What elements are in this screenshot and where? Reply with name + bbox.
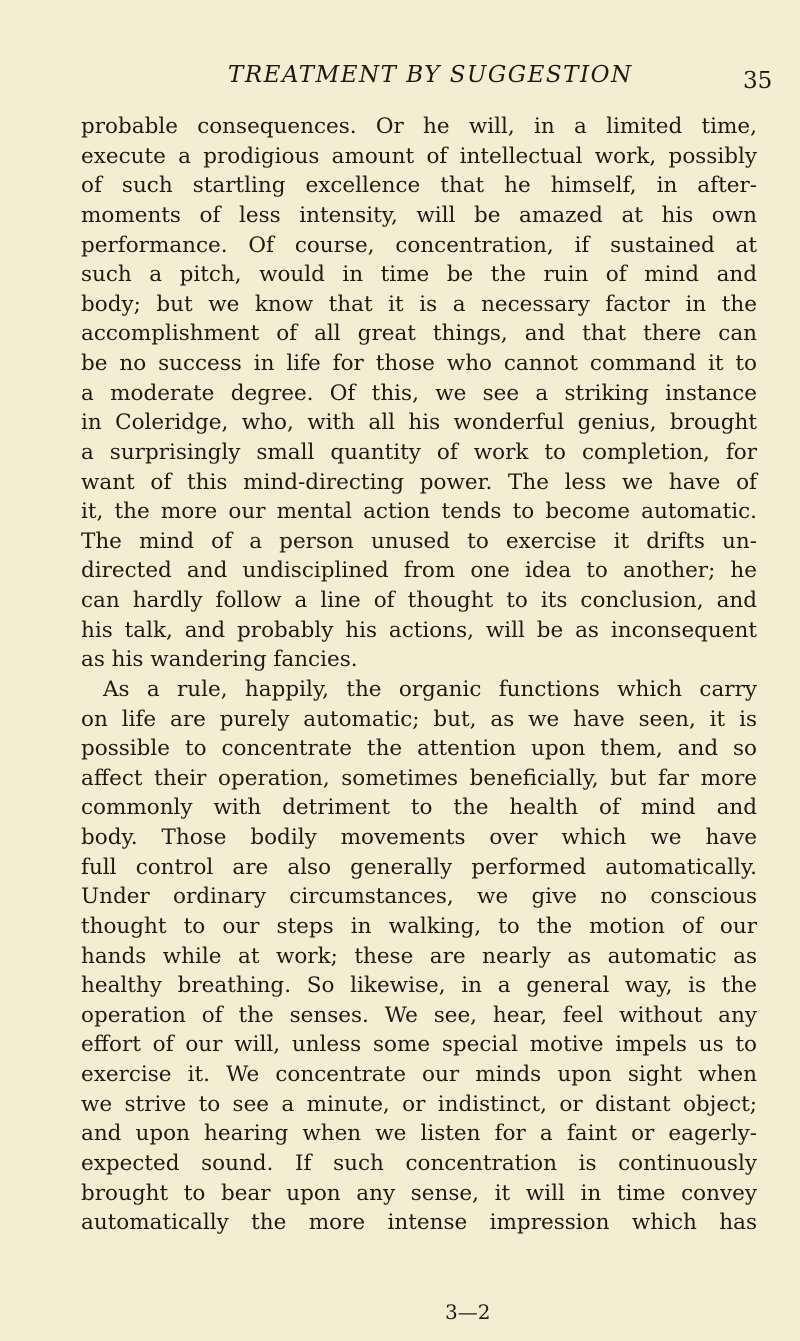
text-line: execute a prodigious amount of intellectual work, possibly bbox=[81, 143, 757, 169]
text-line: healthy breathing. So likewise, in a general way, is the bbox=[81, 973, 757, 999]
text-line: his talk, and probably his actions, will be as inconsequent bbox=[81, 617, 757, 643]
page-number: 35 bbox=[743, 68, 773, 94]
text-line: it, the more our mental action tends to become automatic. bbox=[81, 499, 757, 525]
text-line: effort of our will, unless some special motive impels us to bbox=[81, 1032, 757, 1058]
text-line: want of this mind-directing power. The less we have of bbox=[81, 469, 757, 495]
text-line: of such startling excellence that he himself, in after- bbox=[81, 173, 757, 199]
text-line: a surprisingly small quantity of work to completion, for bbox=[81, 439, 757, 465]
text-line: affect their operation, sometimes beneficially, but far more bbox=[81, 765, 757, 791]
text-line: performance. Of course, concentration, if sustained at bbox=[81, 232, 757, 258]
text-line: automatically the more intense impression which has bbox=[81, 1210, 757, 1236]
body-text bbox=[81, 112, 757, 1238]
text-line: a moderate degree. Of this, we see a striking instance bbox=[81, 380, 757, 406]
text-line: probable consequences. Or he will, in a limited time, bbox=[81, 114, 757, 139]
text-line: operation of the senses. We see, hear, feel without any bbox=[81, 1002, 757, 1028]
text-line: we strive to see a minute, or indistinct, or distant object; bbox=[81, 1091, 757, 1117]
running-title: TREATMENT BY SUGGESTION bbox=[228, 62, 633, 88]
text-line: accomplishment of all great things, and that there can bbox=[81, 321, 757, 347]
text-line: exercise it. We concentrate our minds upon sight when bbox=[81, 1062, 757, 1087]
text-line: body. Those bodily movements over which we have bbox=[81, 825, 757, 850]
text-line: moments of less intensity, will be amazed at his own bbox=[81, 202, 757, 228]
text-line: thought to our steps in walking, to the motion of our bbox=[81, 913, 757, 939]
text-line: be no success in life for those who cannot command it to bbox=[81, 351, 757, 376]
text-line: commonly with detriment to the health of mind and bbox=[81, 795, 757, 821]
text-line: can hardly follow a line of thought to its conclusion, and bbox=[81, 588, 757, 613]
text-line: As a rule, happily, the organic functions which carry bbox=[103, 676, 757, 702]
text-line: hands while at work; these are nearly as automatic as bbox=[81, 943, 757, 969]
text-line: full control are also generally performed automatically. bbox=[81, 854, 757, 880]
text-line: in Coleridge, who, with all his wonderful genius, brought bbox=[81, 410, 757, 436]
text-line: body; but we know that it is a necessary factor in the bbox=[81, 291, 757, 317]
text-line: and upon hearing when we listen for a faint or eagerly- bbox=[81, 1121, 757, 1147]
text-line: Under ordinary circumstances, we give no conscious bbox=[81, 884, 757, 910]
text-line: expected sound. If such concentration is continuously bbox=[81, 1150, 757, 1176]
text-line: possible to concentrate the attention upon them, and so bbox=[81, 736, 757, 762]
text-line: brought to bear upon any sense, it will in time convey bbox=[81, 1180, 757, 1206]
signature-mark: 3—2 bbox=[445, 1300, 491, 1324]
text-line: such a pitch, would in time be the ruin of mind and bbox=[81, 262, 757, 288]
text-line: The mind of a person unused to exercise it drifts un- bbox=[81, 528, 757, 554]
text-line: as his wandering fancies. bbox=[81, 647, 358, 673]
text-line: directed and undisciplined from one idea to another; he bbox=[81, 558, 757, 584]
text-line: on life are purely automatic; but, as we have seen, it is bbox=[81, 706, 757, 732]
